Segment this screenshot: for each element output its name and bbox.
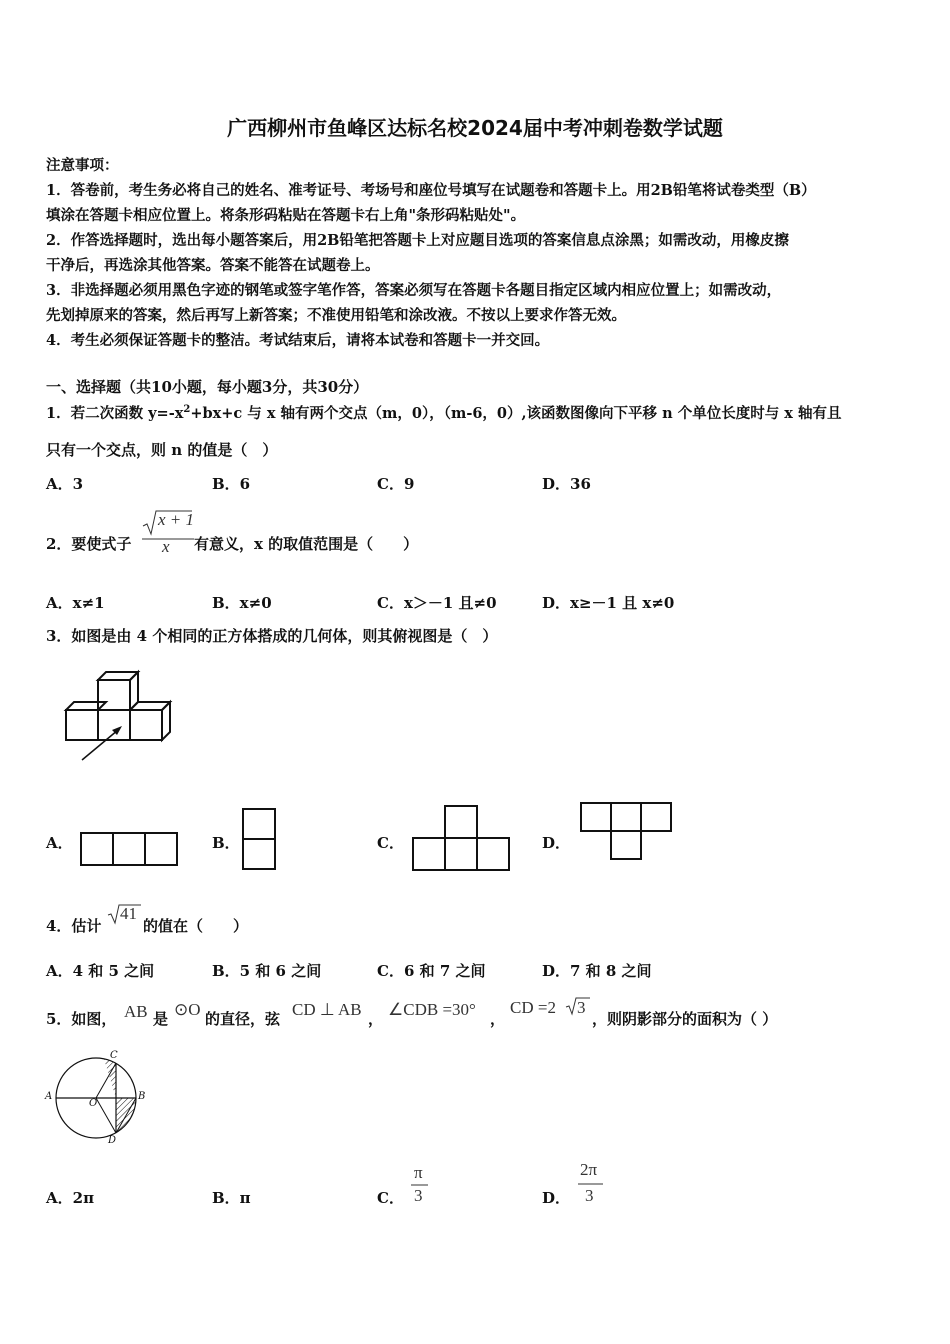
q4-option-b: B．5 和 6 之间 (212, 962, 322, 980)
option-c-denominator: 3 (414, 1186, 423, 1205)
notice-line: 干净后，再选涂其他答案。答案不能答在试题卷上。 (46, 257, 380, 274)
q5-text-4: ， (368, 1010, 384, 1028)
point-label-d: D (108, 1135, 117, 1146)
q1-option-a: A．3 (46, 475, 84, 493)
q5-math-sqrt3: 3 (577, 998, 586, 1017)
fraction-denominator: x (162, 537, 170, 556)
q2-option-c: C．x＞－1 且≠0 (377, 594, 497, 612)
q5-math-ab: AB (124, 1002, 148, 1021)
point-label-a: A (45, 1091, 53, 1102)
question-1-line-2: 只有一个交点，则 n 的值是（ ） (46, 441, 278, 459)
notice-line: 3．非选择题必须用黑色字迹的钢笔或签字笔作答，答案必须写在答题卡各题目指定区域内相应位置上；如需改动， (46, 282, 782, 299)
option-a-figure (80, 832, 178, 868)
q5-text-2: 是 (153, 1010, 169, 1028)
q5-option-d: D． (542, 1189, 571, 1207)
notice-heading: 注意事项： (46, 157, 119, 174)
q1-option-c: C．9 (377, 475, 415, 493)
q4-option-c: C．6 和 7 之间 (377, 962, 486, 980)
notice-line: 4．考生必须保证答题卡的整洁。考试结束后，请将本试卷和答题卡一并交回。 (46, 332, 550, 349)
option-c-numerator: π (414, 1163, 423, 1182)
question-3-stem: 3．如图是由 4 个相同的正方体搭成的几何体，则其俯视图是（ ） (46, 627, 498, 645)
q5-math-cd: CD =2 (510, 998, 556, 1017)
q5-text-1: 5．如图， (46, 1010, 117, 1028)
option-c-figure (412, 805, 512, 873)
point-label-b: B (138, 1091, 146, 1102)
q4-option-a: A．4 和 5 之间 (46, 962, 155, 980)
question-4-prefix: 4．估计 (46, 917, 102, 935)
q5-math-circle-o: ⊙O (174, 1000, 201, 1019)
q3-option-d: D． (542, 834, 571, 852)
notice-line: 1．答卷前，考生务必将自己的姓名、准考证号、考场号和座位号填写在试题卷和答题卡上。用2B铅笔将试卷类型（B） (46, 182, 816, 199)
q5-text-3: 的直径，弦 (205, 1010, 281, 1028)
page-title: 广西柳州市鱼峰区达标名校2024届中考冲刺卷数学试题 (227, 116, 723, 140)
q2-option-a: A．x≠1 (46, 594, 105, 612)
point-label-o: O (89, 1098, 98, 1109)
notice-line: 2．作答选择题时，选出每小题答案后，用2B铅笔把答题卡上对应题目选项的答案信息点涂黑；如需改动，用橡皮擦 (46, 232, 789, 249)
sqrt-radicand: 41 (120, 904, 137, 923)
q2-option-d: D．x≥－1 且 x≠0 (542, 594, 675, 612)
q3-option-b: B． (212, 834, 240, 852)
q4-option-d: D．7 和 8 之间 (542, 962, 652, 980)
q1-option-d: D．36 (542, 475, 591, 493)
notice-line: 填涂在答题卡相应位置上。将条形码粘贴在答题卡右上角"条形码粘贴处"。 (46, 207, 526, 224)
option-d-figure (580, 802, 680, 864)
q3-option-a: A． (46, 834, 73, 852)
q5-math-angle: ∠CDB =30° (388, 1000, 476, 1019)
q5-option-a: A．2π (46, 1189, 95, 1207)
question-2-suffix: 有意义，x 的取值范围是（ ） (194, 535, 419, 553)
option-d-numerator: 2π (580, 1160, 598, 1179)
point-label-c: C (110, 1050, 118, 1061)
section-heading: 一、选择题（共10小题，每小题3分，共30分） (46, 378, 369, 396)
q5-text-6: ，则阴影部分的面积为（ ） (592, 1010, 778, 1028)
q3-option-c: C． (377, 834, 404, 852)
question-2-prefix: 2．要使式子 (46, 535, 132, 553)
fraction-numerator: x + 1 (158, 510, 195, 529)
q5-math-perp: CD ⊥ AB (292, 1000, 362, 1019)
q5-text-5: ， (490, 1010, 506, 1028)
notice-line: 先划掉原来的答案，然后再写上新答案；不准使用铅笔和涂改液。不按以上要求作答无效。 (46, 307, 626, 324)
question-1-line-1: 1．若二次函数 $y=-x^2+bx+c$ 与 x 轴有两个交点（m，0），（m-6，0）,该函数图像向下平移 n 个单位长度时与 x 轴有且 (46, 404, 842, 422)
q5-option-c: C． (377, 1189, 404, 1207)
option-b-figure (242, 808, 278, 872)
question-4-suffix: 的值在（ ） (143, 917, 249, 935)
option-d-denominator: 3 (585, 1186, 594, 1205)
q5-option-b: B．π (212, 1189, 251, 1207)
q1-option-b: B．6 (212, 475, 251, 493)
cube-stack-figure (60, 670, 190, 770)
q2-option-b: B．x≠0 (212, 594, 272, 612)
